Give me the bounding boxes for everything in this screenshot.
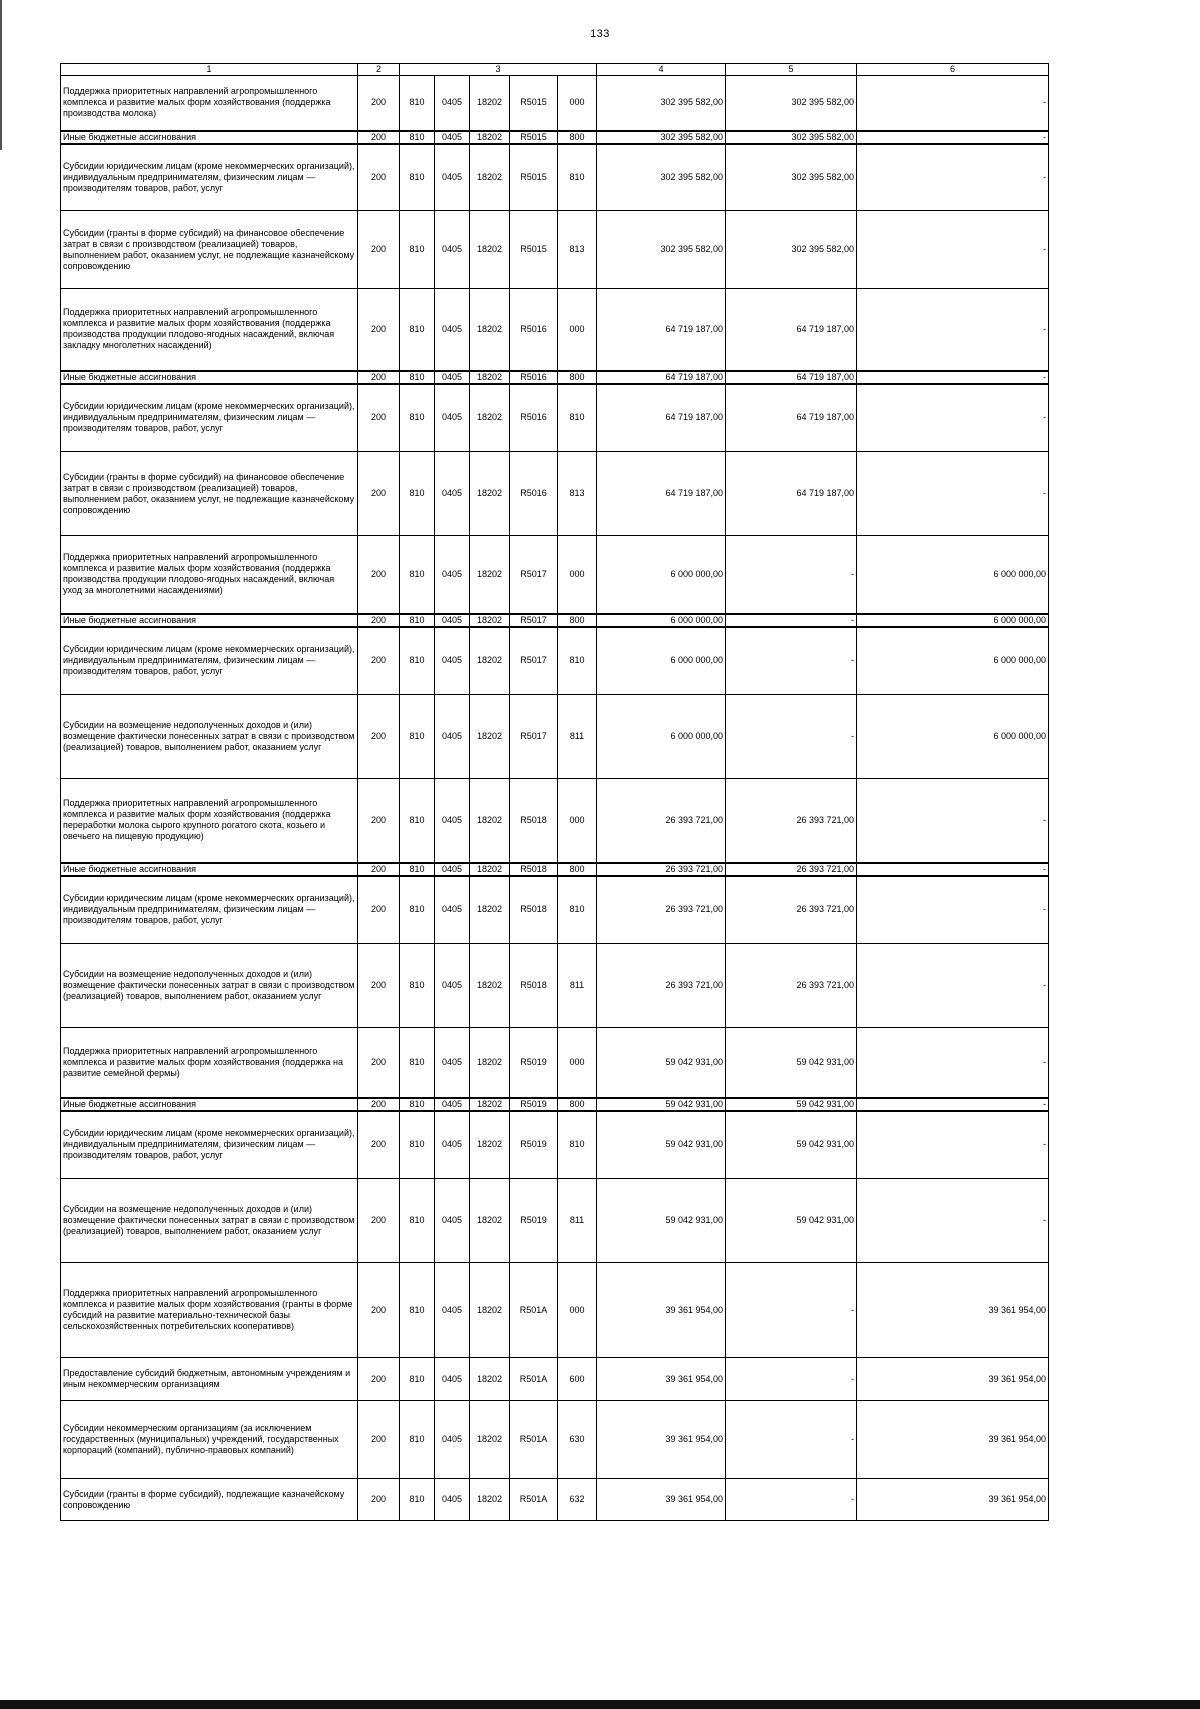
amount-5-cell: - [726,627,857,695]
amount-4-cell: 59 042 931,00 [597,1028,726,1098]
code-3e-cell: 811 [558,1179,597,1263]
code-3a-cell: 810 [400,1028,435,1098]
row-name-cell: Субсидии (гранты в форме субсидий) на финансовое обеспечение затрат в связи с производством (реализацией) товаров, выполнением работ, оказанием услуг, не подлежащие казначейскому сопровождению [61,452,358,536]
table-row-group [61,863,1049,876]
code-3a-cell: 810 [400,1358,435,1401]
code-3c-cell: 18202 [470,211,510,289]
code-3c-cell: 18202 [470,371,510,384]
code-3a-cell: 810 [400,627,435,695]
amount-5-cell: 26 393 721,00 [726,944,857,1028]
code-2-cell: 200 [358,1028,400,1098]
row-name-cell: Иные бюджетные ассигнования [61,131,358,144]
amount-4-cell: 39 361 954,00 [597,1358,726,1401]
code-3c-cell: 18202 [470,614,510,627]
table-row [61,627,1049,695]
code-2-cell: 200 [358,1358,400,1401]
amount-5-cell: - [726,695,857,779]
code-3d-cell: R501A [510,1263,558,1358]
table-row [61,1358,1049,1401]
code-2-cell: 200 [358,211,400,289]
code-3b-cell: 0405 [435,1179,470,1263]
code-3d-cell: R5015 [510,211,558,289]
code-3c-cell: 18202 [470,1179,510,1263]
code-3b-cell: 0405 [435,384,470,452]
code-3c-cell: 18202 [470,144,510,211]
amount-6-cell: - [857,876,1049,944]
code-3b-cell: 0405 [435,944,470,1028]
code-3e-cell: 813 [558,452,597,536]
amount-5-cell: - [726,1358,857,1401]
code-3a-cell: 810 [400,371,435,384]
code-3b-cell: 0405 [435,695,470,779]
code-3d-cell: R5017 [510,536,558,614]
row-name-cell: Субсидии юридическим лицам (кроме некоммерческих организаций), индивидуальным предпринимателям, физическим лицам — производителям товаров, работ, услуг [61,1111,358,1179]
table-row [61,779,1049,863]
code-3d-cell: R5018 [510,876,558,944]
code-3c-cell: 18202 [470,76,510,131]
amount-6-cell: 6 000 000,00 [857,627,1049,695]
code-3a-cell: 810 [400,144,435,211]
code-3d-cell: R5019 [510,1028,558,1098]
code-3c-cell: 18202 [470,779,510,863]
amount-5-cell: 59 042 931,00 [726,1028,857,1098]
amount-6-cell: - [857,211,1049,289]
code-3b-cell: 0405 [435,144,470,211]
code-3a-cell: 810 [400,1098,435,1111]
code-2-cell: 200 [358,536,400,614]
code-3d-cell: R501A [510,1401,558,1479]
row-name-cell: Субсидии юридическим лицам (кроме некоммерческих организаций), индивидуальным предпринимателям, физическим лицам — производителям товаров, работ, услуг [61,627,358,695]
code-3d-cell: R5016 [510,452,558,536]
code-2-cell: 200 [358,1098,400,1111]
code-3a-cell: 810 [400,614,435,627]
table-row [61,1479,1049,1521]
table-row [61,876,1049,944]
code-3c-cell: 18202 [470,1358,510,1401]
amount-5-cell: 26 393 721,00 [726,863,857,876]
code-3b-cell: 0405 [435,536,470,614]
column-number-row [61,64,1049,76]
code-3b-cell: 0405 [435,289,470,371]
code-3a-cell: 810 [400,1479,435,1521]
code-3b-cell: 0405 [435,627,470,695]
code-2-cell: 200 [358,76,400,131]
table-row [61,452,1049,536]
code-3e-cell: 811 [558,695,597,779]
row-name-cell: Иные бюджетные ассигнования [61,863,358,876]
table-row [61,384,1049,452]
code-3e-cell: 000 [558,1263,597,1358]
code-3e-cell: 810 [558,144,597,211]
amount-4-cell: 59 042 931,00 [597,1179,726,1263]
code-3b-cell: 0405 [435,1028,470,1098]
table-row-group [61,1098,1049,1111]
amount-5-cell: - [726,614,857,627]
amount-4-cell: 302 395 582,00 [597,131,726,144]
code-3b-cell: 0405 [435,1401,470,1479]
code-3a-cell: 810 [400,452,435,536]
code-3e-cell: 810 [558,627,597,695]
code-3a-cell: 810 [400,1401,435,1479]
table-row [61,144,1049,211]
code-3a-cell: 810 [400,384,435,452]
amount-5-cell: 64 719 187,00 [726,384,857,452]
code-3a-cell: 810 [400,863,435,876]
code-3b-cell: 0405 [435,1358,470,1401]
amount-6-cell: 39 361 954,00 [857,1401,1049,1479]
budget-table [60,63,1049,1521]
amount-4-cell: 26 393 721,00 [597,779,726,863]
code-3a-cell: 810 [400,876,435,944]
amount-4-cell: 39 361 954,00 [597,1263,726,1358]
code-3e-cell: 000 [558,536,597,614]
row-name-cell: Субсидии юридическим лицам (кроме некоммерческих организаций), индивидуальным предпринимателям, физическим лицам — производителям товаров, работ, услуг [61,144,358,211]
column-header-1: 1 [61,64,358,76]
table-row [61,695,1049,779]
row-name-cell: Иные бюджетные ассигнования [61,614,358,627]
code-3e-cell: 000 [558,76,597,131]
amount-4-cell: 26 393 721,00 [597,863,726,876]
code-2-cell: 200 [358,1179,400,1263]
code-2-cell: 200 [358,779,400,863]
table-row [61,1111,1049,1179]
amount-6-cell: - [857,1028,1049,1098]
code-3e-cell: 800 [558,614,597,627]
code-3e-cell: 800 [558,131,597,144]
amount-5-cell: 302 395 582,00 [726,131,857,144]
row-name-cell: Поддержка приоритетных направлений агропромышленного комплекса и развитие малых форм хозяйствования (гранты в форме субсидий на развитие материально-технической базы сельскохозяйственных потребительских кооперативов) [61,1263,358,1358]
table-row [61,211,1049,289]
amount-5-cell: 26 393 721,00 [726,779,857,863]
code-3e-cell: 632 [558,1479,597,1521]
code-3a-cell: 810 [400,76,435,131]
code-3e-cell: 810 [558,384,597,452]
amount-5-cell: - [726,1263,857,1358]
amount-4-cell: 6 000 000,00 [597,614,726,627]
code-3d-cell: R5018 [510,863,558,876]
amount-6-cell: - [857,944,1049,1028]
code-3d-cell: R501A [510,1479,558,1521]
code-3e-cell: 811 [558,944,597,1028]
table-row-group [61,371,1049,384]
code-3c-cell: 18202 [470,863,510,876]
code-3e-cell: 000 [558,1028,597,1098]
code-3c-cell: 18202 [470,536,510,614]
code-2-cell: 200 [358,384,400,452]
code-3b-cell: 0405 [435,452,470,536]
amount-4-cell: 6 000 000,00 [597,627,726,695]
code-3a-cell: 810 [400,779,435,863]
code-3b-cell: 0405 [435,76,470,131]
code-3c-cell: 18202 [470,944,510,1028]
table-row-group [61,614,1049,627]
amount-4-cell: 302 395 582,00 [597,211,726,289]
code-3b-cell: 0405 [435,1479,470,1521]
code-3d-cell: R5019 [510,1098,558,1111]
amount-6-cell: - [857,131,1049,144]
amount-6-cell: - [857,76,1049,131]
row-name-cell: Поддержка приоритетных направлений агропромышленного комплекса и развитие малых форм хозяйствования (поддержка производства продукции плодово-ягодных насаждений, включая уход за многолетними насаждениями) [61,536,358,614]
code-3c-cell: 18202 [470,627,510,695]
code-2-cell: 200 [358,614,400,627]
code-3a-cell: 810 [400,1111,435,1179]
table-row [61,289,1049,371]
code-3c-cell: 18202 [470,1028,510,1098]
table-row [61,944,1049,1028]
page-number: 133 [590,28,610,40]
table-row [61,76,1049,131]
code-3c-cell: 18202 [470,1479,510,1521]
row-name-cell: Поддержка приоритетных направлений агропромышленного комплекса и развитие малых форм хозяйствования (поддержка производства молока) [61,76,358,131]
row-name-cell: Поддержка приоритетных направлений агропромышленного комплекса и развитие малых форм хозяйствования (поддержка производства продукции плодово-ягодных насаждений, включая закладку многолетних насаждений) [61,289,358,371]
amount-6-cell: - [857,1098,1049,1111]
code-3e-cell: 810 [558,876,597,944]
table-row [61,1179,1049,1263]
code-3c-cell: 18202 [470,876,510,944]
amount-4-cell: 302 395 582,00 [597,144,726,211]
column-header-3: 3 [400,64,597,76]
code-3d-cell: R5015 [510,144,558,211]
code-2-cell: 200 [358,131,400,144]
row-name-cell: Субсидии на возмещение недополученных доходов и (или) возмещение фактически понесенных затрат в связи с производством (реализацией) товаров, выполнением работ, оказанием услуг [61,695,358,779]
code-3b-cell: 0405 [435,863,470,876]
code-2-cell: 200 [358,371,400,384]
code-3e-cell: 813 [558,211,597,289]
row-name-cell: Иные бюджетные ассигнования [61,1098,358,1111]
amount-6-cell: - [857,1179,1049,1263]
code-3d-cell: R5015 [510,131,558,144]
code-3d-cell: R5016 [510,371,558,384]
amount-4-cell: 64 719 187,00 [597,452,726,536]
amount-6-cell: 6 000 000,00 [857,695,1049,779]
amount-4-cell: 64 719 187,00 [597,384,726,452]
code-3d-cell: R5017 [510,695,558,779]
amount-6-cell: - [857,371,1049,384]
amount-4-cell: 39 361 954,00 [597,1401,726,1479]
code-2-cell: 200 [358,1111,400,1179]
table-row-group [61,131,1049,144]
row-name-cell: Предоставление субсидий бюджетным, автономным учреждениям и иным некоммерческим организациям [61,1358,358,1401]
code-2-cell: 200 [358,452,400,536]
row-name-cell: Поддержка приоритетных направлений агропромышленного комплекса и развитие малых форм хозяйствования (поддержка на развитие семейной фермы) [61,1028,358,1098]
column-header-6: 6 [857,64,1049,76]
code-3e-cell: 800 [558,1098,597,1111]
amount-6-cell: - [857,452,1049,536]
code-3b-cell: 0405 [435,211,470,289]
code-3d-cell: R5015 [510,76,558,131]
row-name-cell: Субсидии (гранты в форме субсидий) на финансовое обеспечение затрат в связи с производством (реализацией) товаров, выполнением работ, оказанием услуг, не подлежащие казначейскому сопровождению [61,211,358,289]
table-row [61,1028,1049,1098]
amount-4-cell: 64 719 187,00 [597,371,726,384]
code-3d-cell: R5018 [510,779,558,863]
code-3a-cell: 810 [400,536,435,614]
code-3a-cell: 810 [400,289,435,371]
code-3a-cell: 810 [400,1179,435,1263]
code-3e-cell: 800 [558,371,597,384]
code-2-cell: 200 [358,876,400,944]
code-3b-cell: 0405 [435,876,470,944]
amount-4-cell: 59 042 931,00 [597,1098,726,1111]
code-3e-cell: 000 [558,779,597,863]
amount-4-cell: 302 395 582,00 [597,76,726,131]
code-2-cell: 200 [358,144,400,211]
code-3e-cell: 000 [558,289,597,371]
code-3b-cell: 0405 [435,614,470,627]
code-2-cell: 200 [358,1401,400,1479]
amount-5-cell: 64 719 187,00 [726,452,857,536]
code-3b-cell: 0405 [435,1263,470,1358]
code-3d-cell: R5018 [510,944,558,1028]
amount-6-cell: - [857,289,1049,371]
table-row [61,1401,1049,1479]
code-3c-cell: 18202 [470,1111,510,1179]
amount-5-cell: 64 719 187,00 [726,371,857,384]
amount-4-cell: 6 000 000,00 [597,536,726,614]
amount-6-cell: - [857,384,1049,452]
amount-5-cell: 59 042 931,00 [726,1098,857,1111]
amount-6-cell: - [857,863,1049,876]
code-3c-cell: 18202 [470,289,510,371]
code-2-cell: 200 [358,1479,400,1521]
amount-5-cell: - [726,536,857,614]
amount-5-cell: 302 395 582,00 [726,76,857,131]
table-row [61,1263,1049,1358]
amount-6-cell: 6 000 000,00 [857,614,1049,627]
code-3c-cell: 18202 [470,452,510,536]
code-3d-cell: R5019 [510,1179,558,1263]
code-3d-cell: R5019 [510,1111,558,1179]
code-3e-cell: 630 [558,1401,597,1479]
code-3c-cell: 18202 [470,695,510,779]
code-3d-cell: R5016 [510,289,558,371]
amount-5-cell: 59 042 931,00 [726,1111,857,1179]
amount-4-cell: 39 361 954,00 [597,1479,726,1521]
code-2-cell: 200 [358,627,400,695]
code-2-cell: 200 [358,289,400,371]
row-name-cell: Субсидии юридическим лицам (кроме некоммерческих организаций), индивидуальным предпринимателям, физическим лицам — производителям товаров, работ, услуг [61,876,358,944]
amount-6-cell: - [857,144,1049,211]
amount-4-cell: 26 393 721,00 [597,876,726,944]
row-name-cell: Субсидии на возмещение недополученных доходов и (или) возмещение фактически понесенных затрат в связи с производством (реализацией) товаров, выполнением работ, оказанием услуг [61,944,358,1028]
column-header-2: 2 [358,64,400,76]
code-3a-cell: 810 [400,695,435,779]
code-3a-cell: 810 [400,131,435,144]
code-3d-cell: R501A [510,1358,558,1401]
amount-5-cell: 59 042 931,00 [726,1179,857,1263]
amount-5-cell: 302 395 582,00 [726,211,857,289]
code-3e-cell: 810 [558,1111,597,1179]
amount-5-cell: 64 719 187,00 [726,289,857,371]
code-3a-cell: 810 [400,944,435,1028]
code-3b-cell: 0405 [435,1111,470,1179]
code-3a-cell: 810 [400,211,435,289]
amount-4-cell: 26 393 721,00 [597,944,726,1028]
column-header-4: 4 [597,64,726,76]
code-2-cell: 200 [358,1263,400,1358]
amount-6-cell: 39 361 954,00 [857,1358,1049,1401]
code-2-cell: 200 [358,863,400,876]
code-3a-cell: 810 [400,1263,435,1358]
scan-bottom-edge [0,1700,1200,1709]
amount-6-cell: - [857,779,1049,863]
amount-5-cell: 302 395 582,00 [726,144,857,211]
code-3c-cell: 18202 [470,1098,510,1111]
scan-edge-mark [0,0,2,150]
amount-5-cell: - [726,1401,857,1479]
row-name-cell: Иные бюджетные ассигнования [61,371,358,384]
amount-6-cell: - [857,1111,1049,1179]
code-3b-cell: 0405 [435,131,470,144]
table-row [61,536,1049,614]
code-3c-cell: 18202 [470,1263,510,1358]
amount-6-cell: 39 361 954,00 [857,1479,1049,1521]
code-2-cell: 200 [358,944,400,1028]
row-name-cell: Поддержка приоритетных направлений агропромышленного комплекса и развитие малых форм хозяйствования (поддержка переработки молока сырого крупного рогатого скота, козьего и овечьего на пищевую продукцию) [61,779,358,863]
code-3b-cell: 0405 [435,1098,470,1111]
code-3d-cell: R5016 [510,384,558,452]
code-3c-cell: 18202 [470,1401,510,1479]
code-3d-cell: R5017 [510,627,558,695]
code-3c-cell: 18202 [470,384,510,452]
code-3e-cell: 600 [558,1358,597,1401]
row-name-cell: Субсидии (гранты в форме субсидий), подлежащие казначейскому сопровождению [61,1479,358,1521]
amount-6-cell: 6 000 000,00 [857,536,1049,614]
amount-4-cell: 59 042 931,00 [597,1111,726,1179]
code-3e-cell: 800 [558,863,597,876]
column-header-5: 5 [726,64,857,76]
code-3d-cell: R5017 [510,614,558,627]
amount-5-cell: - [726,1479,857,1521]
code-2-cell: 200 [358,695,400,779]
amount-4-cell: 64 719 187,00 [597,289,726,371]
amount-6-cell: 39 361 954,00 [857,1263,1049,1358]
code-3c-cell: 18202 [470,131,510,144]
row-name-cell: Субсидии юридическим лицам (кроме некоммерческих организаций), индивидуальным предпринимателям, физическим лицам — производителям товаров, работ, услуг [61,384,358,452]
row-name-cell: Субсидии некоммерческим организациям (за исключением государственных (муниципальных) учреждений, государственных корпораций (компаний), публично-правовых компаний) [61,1401,358,1479]
code-3b-cell: 0405 [435,371,470,384]
amount-4-cell: 6 000 000,00 [597,695,726,779]
row-name-cell: Субсидии на возмещение недополученных доходов и (или) возмещение фактически понесенных затрат в связи с производством (реализацией) товаров, выполнением работ, оказанием услуг [61,1179,358,1263]
code-3b-cell: 0405 [435,779,470,863]
amount-5-cell: 26 393 721,00 [726,876,857,944]
